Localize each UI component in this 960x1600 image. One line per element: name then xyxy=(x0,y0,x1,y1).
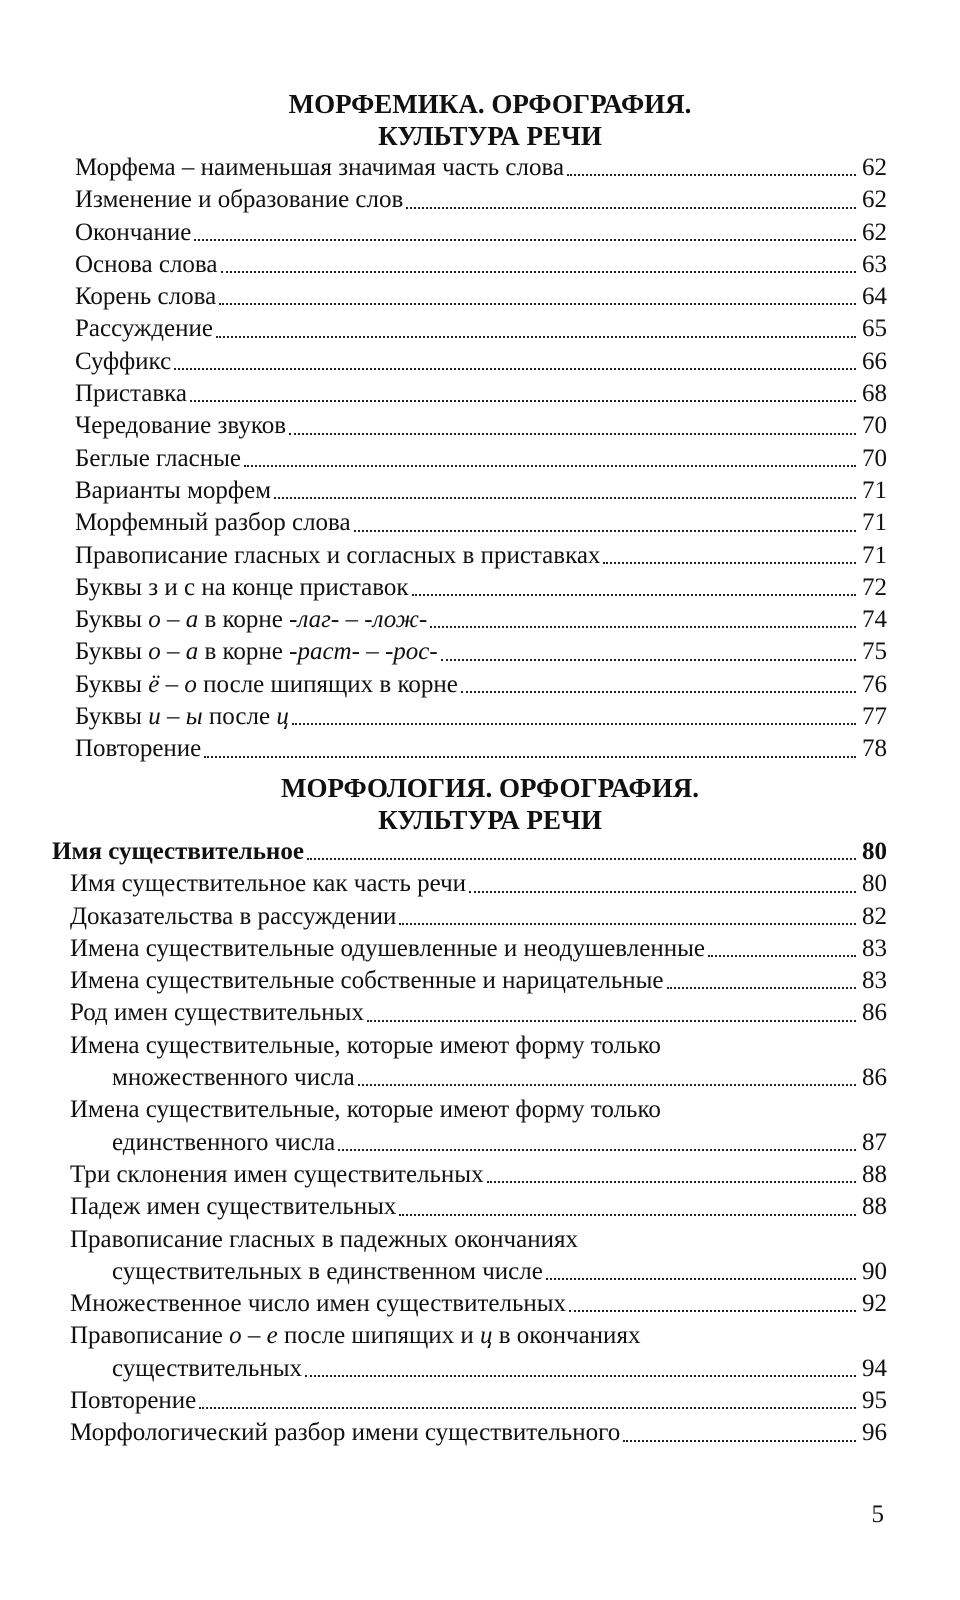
dot-leader xyxy=(354,530,856,532)
dot-leader xyxy=(469,891,856,893)
section-morphemics xyxy=(0,88,960,766)
toc-entry-page: 90 xyxy=(862,1257,887,1285)
dot-leader xyxy=(567,174,856,176)
toc-text-part: Буквы xyxy=(75,703,149,731)
toc-text-part: Буквы xyxy=(75,670,149,698)
dot-leader xyxy=(430,626,856,628)
toc-entry-title: Правописание гласных в падежных окончаниях xyxy=(70,1225,578,1253)
toc-entry[interactable] xyxy=(0,965,960,997)
toc-entry-title: Рассуждение xyxy=(75,315,213,343)
toc-entry-page: 80 xyxy=(862,870,887,898)
toc-entry-title: Повторение xyxy=(70,1387,197,1415)
toc-entry-title: Корень слова xyxy=(75,283,217,311)
toc-entry[interactable] xyxy=(0,378,960,410)
dot-leader xyxy=(194,239,856,241)
toc-entry[interactable] xyxy=(0,1385,960,1417)
toc-text-part: Правописание xyxy=(70,1322,230,1350)
toc-entry[interactable] xyxy=(0,184,960,216)
dot-leader xyxy=(406,207,856,209)
section-title xyxy=(0,88,960,152)
toc-text-part: после шипящих в корне xyxy=(196,670,458,698)
dot-leader xyxy=(292,723,856,725)
toc-entry[interactable] xyxy=(0,1417,960,1449)
dot-leader xyxy=(569,1310,856,1312)
section-morphology xyxy=(0,772,960,1450)
toc-entry-title: Правописание гласных и согласных в приставках xyxy=(75,541,601,569)
dot-leader xyxy=(305,1375,856,1377)
toc-entry-page: 82 xyxy=(862,902,887,930)
toc-entry-page: 87 xyxy=(862,1128,887,1156)
section-title-line2: КУЛЬТУРА РЕЧИ xyxy=(378,805,602,835)
section-title-line1: МОРФЕМИКА. ОРФОГРАФИЯ. xyxy=(288,89,692,119)
dot-leader xyxy=(487,1181,856,1183)
dot-leader xyxy=(412,594,857,596)
toc-text-italic: -лаг- – -лож- xyxy=(289,606,428,634)
toc-entry-title: существительных в единственном числе xyxy=(112,1257,543,1285)
dot-leader xyxy=(190,400,856,402)
dot-leader xyxy=(216,336,856,338)
toc-entry[interactable] xyxy=(0,475,960,507)
toc-entry-page: 80 xyxy=(862,838,887,865)
dot-leader xyxy=(708,955,856,957)
toc-entry-title: Окончание xyxy=(75,218,192,246)
toc-entry-title: Морфемный разбор слова xyxy=(75,509,351,537)
toc-heading[interactable] xyxy=(0,836,960,868)
toc-entry-title xyxy=(75,701,289,733)
toc-text-part: в корне xyxy=(198,606,290,634)
toc-entry-page: 65 xyxy=(862,315,887,343)
toc-entry[interactable] xyxy=(0,249,960,281)
toc-entry-title: Род имен существительных xyxy=(70,999,364,1027)
toc-entry-page: 83 xyxy=(862,934,887,962)
dot-leader xyxy=(274,497,856,499)
toc-list xyxy=(0,836,960,1450)
toc-entry[interactable] xyxy=(0,443,960,475)
page-number: 5 xyxy=(871,1501,884,1528)
toc-entry-title: Морфологический разбор имени существительного xyxy=(70,1419,621,1447)
toc-entry-page: 88 xyxy=(862,1160,887,1188)
toc-entry-title: Три склонения имен существительных xyxy=(70,1160,484,1188)
toc-text-part: после шипящих и xyxy=(277,1322,480,1350)
toc-entry[interactable] xyxy=(0,604,960,636)
toc-entry-page: 92 xyxy=(862,1290,887,1318)
section-title-line1: МОРФОЛОГИЯ. ОРФОГРАФИЯ. xyxy=(281,773,699,803)
toc-entry[interactable] xyxy=(0,669,960,701)
toc-entry[interactable] xyxy=(0,217,960,249)
dot-leader xyxy=(667,987,856,989)
dot-leader xyxy=(399,1214,856,1216)
toc-entry-title: Доказательства в рассуждении xyxy=(70,902,397,930)
toc-entry-page: 86 xyxy=(862,1064,887,1092)
toc-entry-line2[interactable] xyxy=(0,1062,960,1094)
dot-leader xyxy=(546,1278,856,1280)
toc-entry-page: 64 xyxy=(862,283,887,311)
toc-entry-title: множественного числа xyxy=(112,1064,355,1092)
toc-entry-title: Суффикс xyxy=(75,347,172,375)
toc-entry-title: Изменение и образование слов xyxy=(75,186,404,214)
toc-entry-page: 66 xyxy=(862,347,887,375)
dot-leader xyxy=(441,659,856,661)
toc-entry-title: Чередование звуков xyxy=(75,412,287,440)
toc-entry-page: 76 xyxy=(862,670,887,698)
toc-entry-title: единственного числа xyxy=(112,1128,336,1156)
toc-entry-title: Имена существительные, которые имеют форму только xyxy=(70,1096,661,1124)
toc-entry-page: 74 xyxy=(862,606,887,634)
toc-entry-title xyxy=(70,1320,640,1352)
toc-entry[interactable] xyxy=(0,901,960,933)
toc-entry-title: Падеж имен существительных xyxy=(70,1193,397,1221)
toc-entry-page: 71 xyxy=(862,541,887,569)
toc-entry-title: Беглые гласные xyxy=(75,444,241,472)
dot-leader xyxy=(174,368,856,370)
dot-leader xyxy=(307,858,856,860)
dot-leader xyxy=(461,691,856,693)
toc-entry-title: Варианты морфем xyxy=(75,476,272,504)
toc-text-part: Буквы xyxy=(75,606,149,634)
dot-leader xyxy=(219,303,856,305)
toc-entry-page: 63 xyxy=(862,250,887,278)
toc-list xyxy=(0,152,960,766)
toc-entry-line1[interactable] xyxy=(0,1030,960,1062)
toc-entry-title xyxy=(75,604,427,636)
toc-entry-title xyxy=(75,669,458,701)
toc-entry[interactable] xyxy=(0,313,960,345)
toc-entry-page: 86 xyxy=(862,999,887,1027)
toc-entry-page: 62 xyxy=(862,218,887,246)
toc-entry-line1[interactable] xyxy=(0,1320,960,1352)
toc-entry-page: 96 xyxy=(862,1419,887,1447)
toc-entry[interactable] xyxy=(0,933,960,965)
toc-text-part: после xyxy=(202,703,277,731)
dot-leader xyxy=(199,1407,856,1409)
toc-text-italic: о – е xyxy=(229,1322,278,1350)
toc-entry[interactable] xyxy=(0,152,960,184)
dot-leader xyxy=(221,271,857,273)
toc-entry-page: 75 xyxy=(862,638,887,666)
dot-leader xyxy=(367,1020,856,1022)
toc-entry[interactable] xyxy=(0,1191,960,1223)
toc-entry-page: 62 xyxy=(862,154,887,181)
toc-entry-title: существительных xyxy=(112,1354,303,1382)
toc-entry-title xyxy=(75,636,438,668)
toc-text-italic: ц xyxy=(276,703,289,731)
dot-leader xyxy=(399,923,856,925)
dot-leader xyxy=(623,1440,856,1442)
toc-entry-page: 71 xyxy=(862,476,887,504)
toc-entry-title: Имена существительные собственные и нарицательные xyxy=(70,967,664,995)
toc-text-italic: о – а xyxy=(148,638,199,666)
toc-entry-page: 68 xyxy=(862,380,887,408)
toc-text-part: в корне xyxy=(198,638,290,666)
toc-text-part: в окончаниях xyxy=(492,1322,641,1350)
toc-entry-line1[interactable] xyxy=(0,1094,960,1126)
toc-entry[interactable] xyxy=(0,346,960,378)
toc-entry-title: Повторение xyxy=(75,735,202,763)
toc-text-italic: -раст- – -рос- xyxy=(289,638,438,666)
toc-entry-page: 94 xyxy=(862,1354,887,1382)
toc-entry-page: 77 xyxy=(862,703,887,731)
toc-entry-page: 70 xyxy=(862,412,887,440)
toc-entry-page: 62 xyxy=(862,186,887,214)
toc-text-italic: и – ы xyxy=(148,703,203,731)
dot-leader xyxy=(603,562,856,564)
toc-entry-title: Имена существительные, которые имеют форму только xyxy=(70,1031,661,1059)
section-title xyxy=(0,772,960,836)
toc-entry-page: 78 xyxy=(862,735,887,763)
toc-entry[interactable] xyxy=(0,410,960,442)
toc-entry[interactable] xyxy=(0,281,960,313)
toc-entry-line1[interactable] xyxy=(0,1224,960,1256)
dot-leader xyxy=(358,1084,856,1086)
toc-entry[interactable] xyxy=(0,733,960,765)
toc-entry-title: Имена существительные одушевленные и неодушевленные xyxy=(70,934,705,962)
toc-entry-page: 83 xyxy=(862,967,887,995)
dot-leader xyxy=(204,756,856,758)
toc-entry-page: 71 xyxy=(862,509,887,537)
toc-text-italic: о – а xyxy=(148,606,199,634)
dot-leader xyxy=(244,465,856,467)
toc-entry[interactable] xyxy=(0,507,960,539)
toc-entry-title: Множественное число имен существительных xyxy=(70,1290,567,1318)
toc-entry[interactable] xyxy=(0,1288,960,1320)
toc-entry-title: Имя существительное как часть речи xyxy=(70,870,467,898)
toc-heading-title: Имя существительное xyxy=(52,838,304,865)
toc-entry[interactable] xyxy=(0,997,960,1029)
toc-entry[interactable] xyxy=(0,572,960,604)
toc-entry[interactable] xyxy=(0,868,960,900)
toc-entry[interactable] xyxy=(0,540,960,572)
section-title-line2: КУЛЬТУРА РЕЧИ xyxy=(378,121,602,151)
toc-entry-title: Морфема – наименьшая значимая часть слова xyxy=(75,154,565,181)
toc-entry[interactable] xyxy=(0,636,960,668)
dot-leader xyxy=(338,1149,856,1151)
dot-leader xyxy=(289,433,856,435)
toc-entry-page: 70 xyxy=(862,444,887,472)
toc-entry-title: Буквы з и с на конце приставок xyxy=(75,573,409,601)
toc-entry-line2[interactable] xyxy=(0,1127,960,1159)
toc-entry-line2[interactable] xyxy=(0,1256,960,1288)
toc-entry[interactable] xyxy=(0,701,960,733)
toc-text-italic: ё – о xyxy=(148,670,197,698)
toc-text-italic: ц xyxy=(479,1322,493,1350)
toc-entry-title: Приставка xyxy=(75,380,188,408)
toc-entry[interactable] xyxy=(0,1159,960,1191)
toc-entry-page: 95 xyxy=(862,1387,887,1415)
toc-entry-page: 88 xyxy=(862,1193,887,1221)
toc-text-part: Буквы xyxy=(75,638,149,666)
toc-entry-title: Основа слова xyxy=(75,250,218,278)
toc-entry-line2[interactable] xyxy=(0,1353,960,1385)
toc-entry-page: 72 xyxy=(862,573,887,601)
